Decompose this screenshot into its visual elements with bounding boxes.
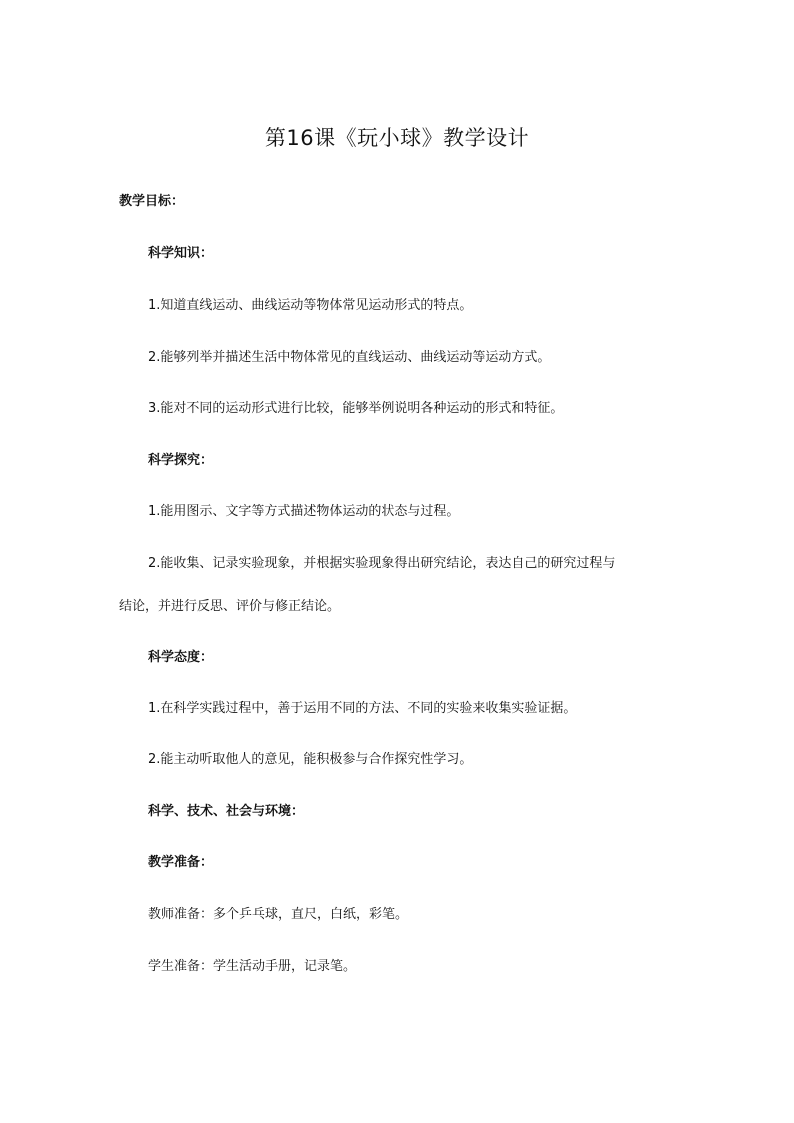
student-preparation: 学生准备：学生活动手册，记录笔。 xyxy=(148,959,357,974)
stse-heading: 科学、技术、社会与环境： xyxy=(148,804,305,819)
objectives-heading: 教学目标： xyxy=(119,194,185,209)
inquiry-item-2: 2.能收集、记录实验现象，并根据实验现象得出研究结论，表达自己的研究过程与 xyxy=(148,556,616,571)
attitude-item-2: 2.能主动听取他人的意见，能积极参与合作探究性学习。 xyxy=(148,752,473,767)
knowledge-item-1: 1.知道直线运动、曲线运动等物体常见运动形式的特点。 xyxy=(148,298,473,313)
attitude-item-1: 1.在科学实践过程中，善于运用不同的方法、不同的实验来收集实验证据。 xyxy=(148,701,577,716)
knowledge-item-2: 2.能够列举并描述生活中物体常见的直线运动、曲线运动等运动方式。 xyxy=(148,350,551,365)
knowledge-heading: 科学知识： xyxy=(148,246,214,261)
preparation-heading: 教学准备： xyxy=(148,855,214,870)
teacher-preparation: 教师准备：多个乒乓球，直尺，白纸，彩笔。 xyxy=(148,907,409,922)
attitude-heading: 科学态度： xyxy=(148,650,214,665)
inquiry-item-1: 1.能用图示、文字等方式描述物体运动的状态与过程。 xyxy=(148,504,460,519)
document-title: 第16课《玩小球》教学设计 xyxy=(264,126,530,150)
inquiry-item-2-continued: 结论，并进行反思、评价与修正结论。 xyxy=(119,599,341,614)
inquiry-heading: 科学探究： xyxy=(148,453,214,468)
knowledge-item-3: 3.能对不同的运动形式进行比较，能够举例说明各种运动的形式和特征。 xyxy=(148,401,564,416)
